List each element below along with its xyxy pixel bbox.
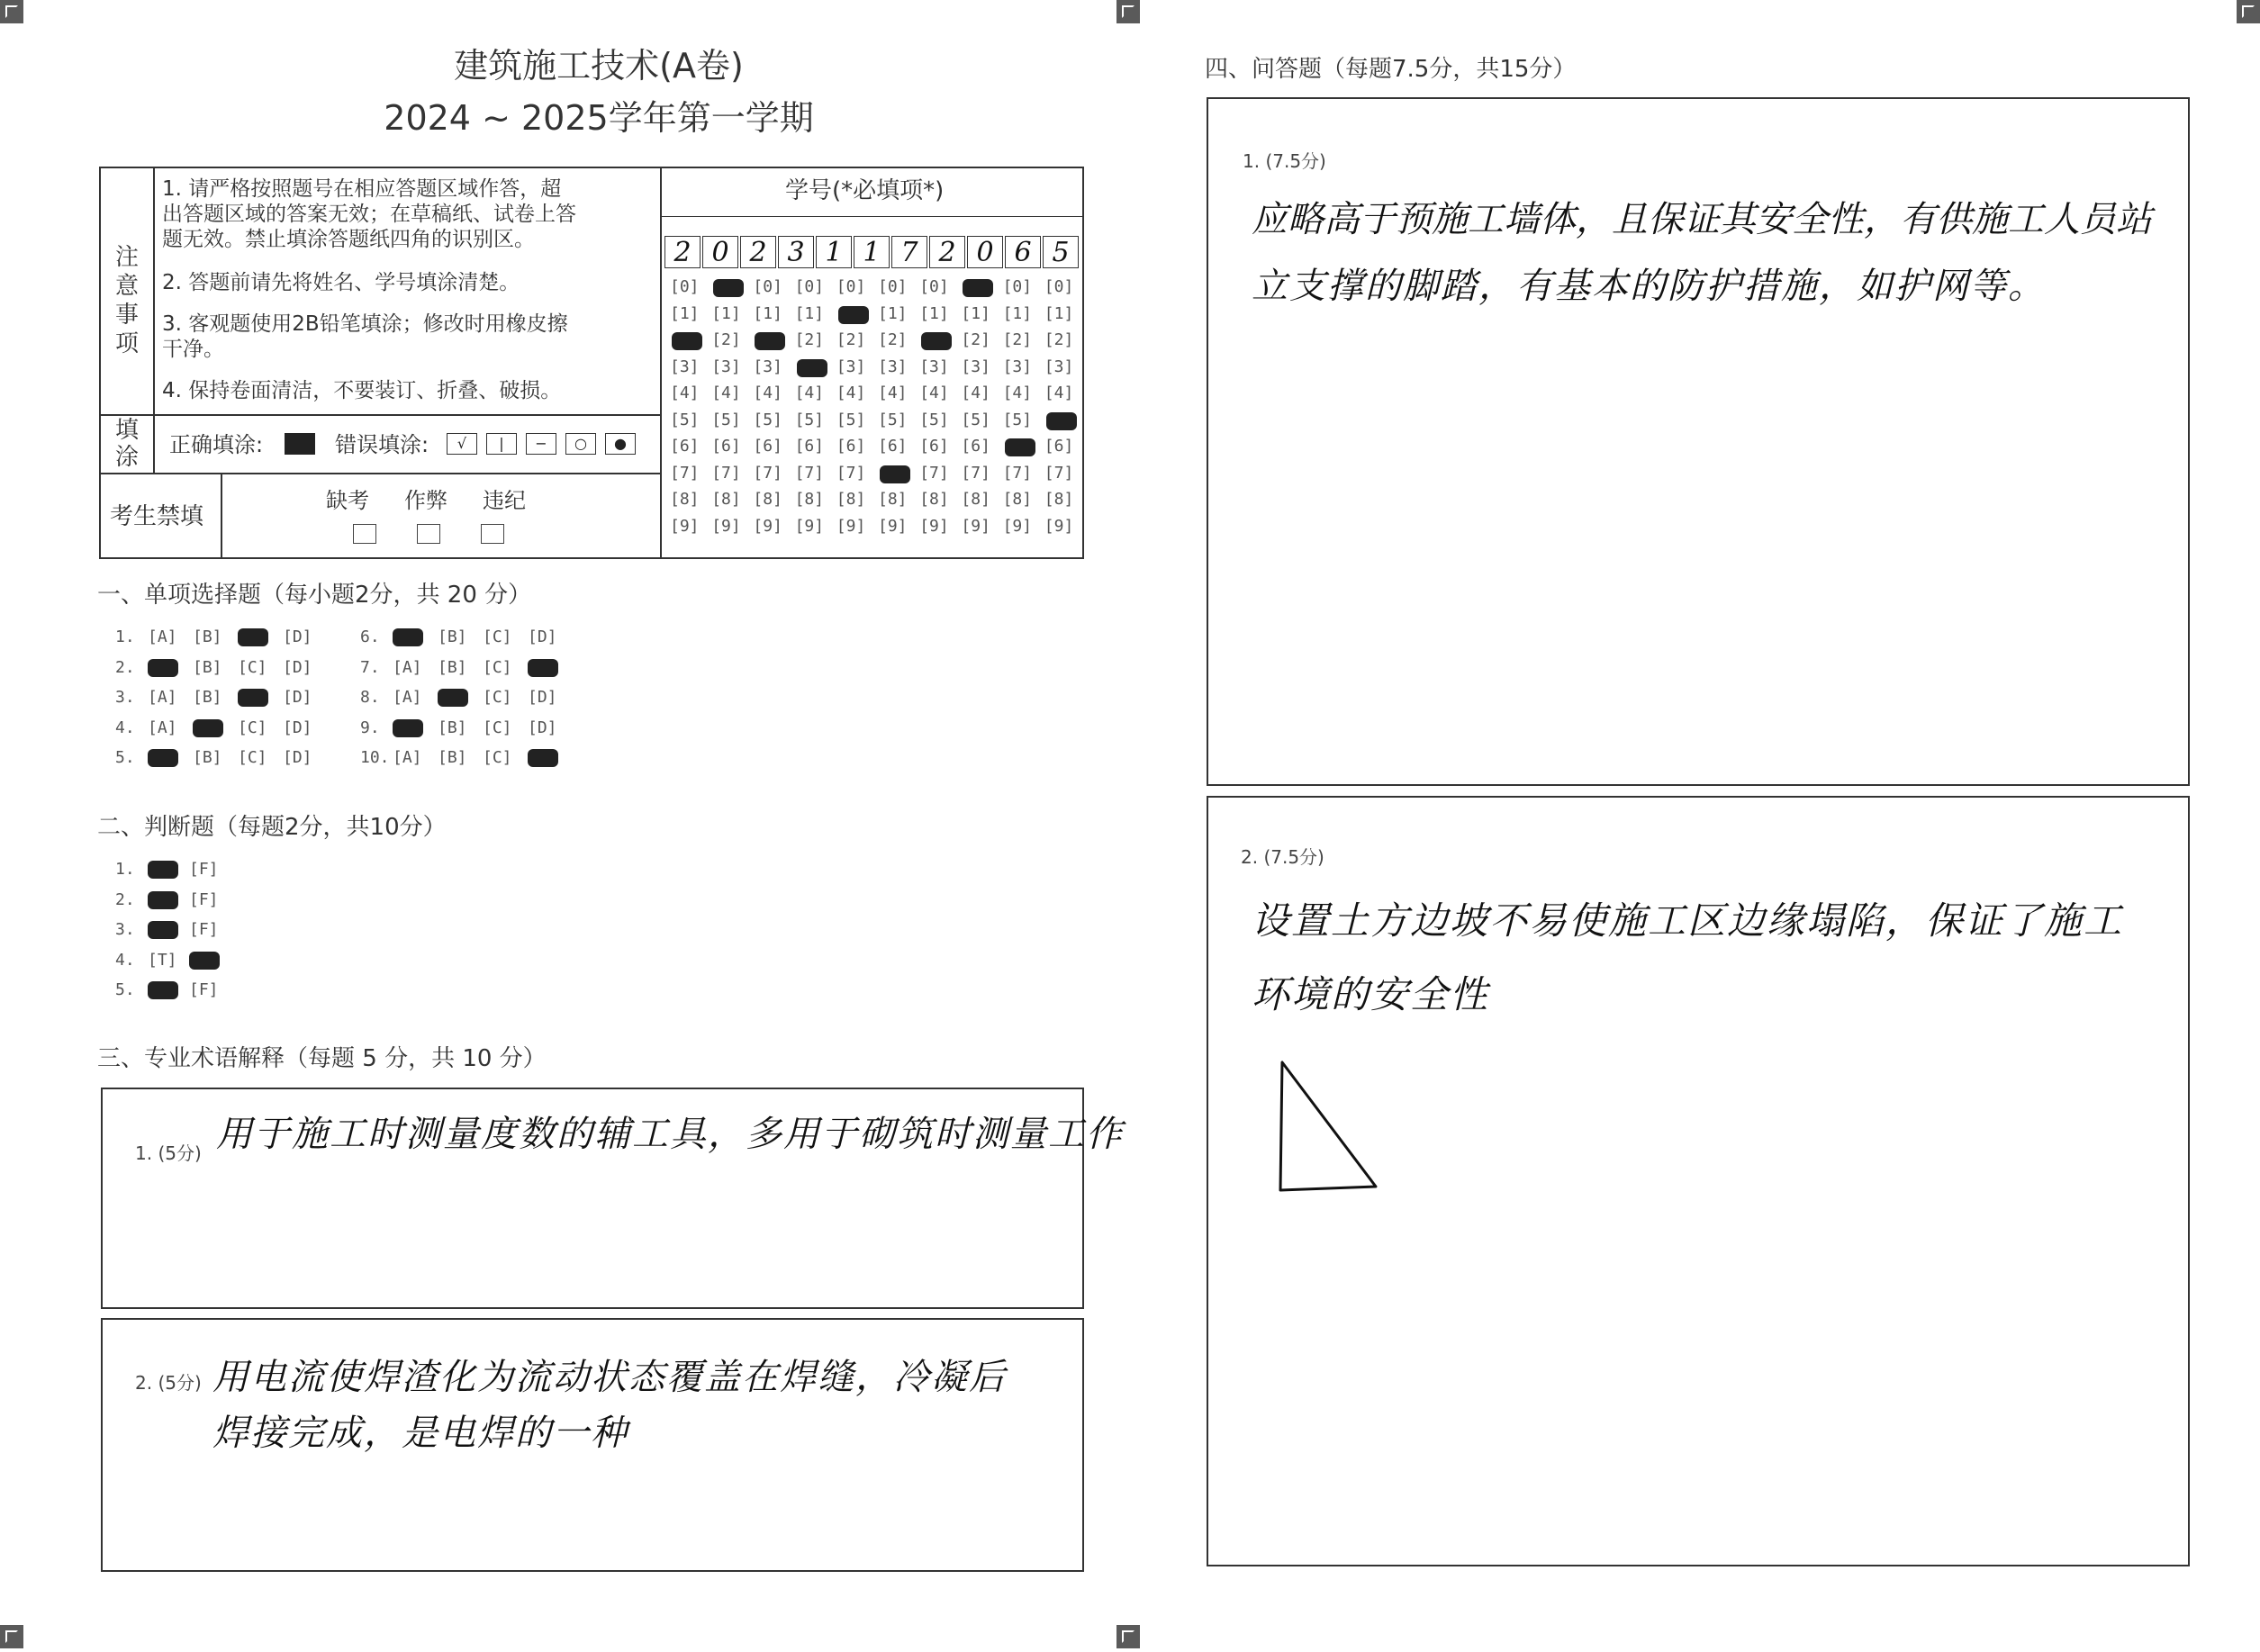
notice-item: 干净。 xyxy=(162,338,224,361)
student-id-bubble[interactable]: [3] xyxy=(961,357,990,376)
student-id-bubble[interactable]: [8] xyxy=(878,490,908,509)
section1-option[interactable]: [B] xyxy=(193,657,222,677)
student-id-bubble[interactable]: [3] xyxy=(836,357,866,376)
section4-q2-label: 2. (7.5分) xyxy=(1241,846,1324,868)
section1-option[interactable]: [D] xyxy=(283,627,312,646)
section3-q2-handwritten-line1: 用电流使焊渣化为流动状态覆盖在焊缝，冷凝后 xyxy=(212,1357,1007,1398)
student-id-bubble[interactable]: [7] xyxy=(670,463,700,483)
section2-question-number: 3. xyxy=(115,920,135,939)
section1-option[interactable]: [C] xyxy=(483,718,512,737)
section4-q1-label: 1. (7.5分) xyxy=(1243,150,1326,172)
notice-item: 3. 客观题使用2B铅笔填涂；修改时用橡皮擦 xyxy=(162,312,568,336)
student-id-bubble[interactable]: [7] xyxy=(919,463,949,483)
student-id-bubble[interactable]: [2] xyxy=(794,330,825,349)
section1-option[interactable]: [C] xyxy=(238,748,267,767)
section1-option[interactable]: [C] xyxy=(238,718,267,737)
student-id-bubble[interactable]: [2] xyxy=(711,330,741,349)
section1-question-number: 2. xyxy=(115,657,135,677)
section1-heading: 一、单项选择题（每小题2分，共 20 分） xyxy=(97,582,532,609)
student-id-bubble[interactable]: [3] xyxy=(919,357,949,376)
student-id-bubble[interactable]: [4] xyxy=(670,384,700,402)
section1-question-number: 6. xyxy=(360,627,380,646)
student-id-bubble[interactable]: [9] xyxy=(670,516,700,536)
student-id-bubble[interactable]: [8] xyxy=(919,490,949,509)
student-id-digit: 3 xyxy=(778,236,814,268)
student-id-bubble[interactable]: [6] xyxy=(836,437,866,456)
section1-option[interactable]: [B] xyxy=(438,718,467,737)
student-id-bubble[interactable]: [6] xyxy=(794,437,825,456)
student-id-bubble[interactable]: [6] xyxy=(878,437,908,456)
student-id-bubble[interactable]: [5] xyxy=(836,410,866,429)
student-id-bubble[interactable]: [3] xyxy=(1044,357,1074,376)
status-violation-checkbox[interactable] xyxy=(481,524,504,544)
notice-item: 4. 保持卷面清洁，不要装订、折叠、破损。 xyxy=(162,379,562,402)
section2-option-filled[interactable] xyxy=(148,921,178,939)
notice-item: 2. 答题前请先将姓名、学号填涂清楚。 xyxy=(162,271,520,294)
section4-heading: 四、问答题（每题7.5分，共15分） xyxy=(1205,56,1577,83)
student-id-bubble-filled[interactable] xyxy=(838,306,869,324)
notice-item: 题无效。禁止填涂答题纸四角的识别区。 xyxy=(162,228,535,251)
section1-option[interactable]: [A] xyxy=(393,657,422,677)
section1-option[interactable]: [D] xyxy=(283,657,312,677)
section1-question-number: 5. xyxy=(115,748,135,767)
exam-status-label: 考生禁填 xyxy=(110,503,204,530)
correct-fill-label: 正确填涂: xyxy=(169,432,264,457)
status-cheat-checkbox[interactable] xyxy=(417,524,440,544)
section1-option[interactable]: [C] xyxy=(238,657,267,677)
student-id-bubble[interactable]: [8] xyxy=(794,490,825,509)
section1-option[interactable]: [A] xyxy=(393,688,422,707)
section4-q2-handwritten-line1: 设置土方边坡不易使施工区边缘塌陷，保证了施工 xyxy=(1252,898,2124,943)
student-id-bubble[interactable]: [8] xyxy=(753,490,782,509)
section1-question-number: 4. xyxy=(115,718,135,737)
section1-option[interactable]: [A] xyxy=(148,688,177,707)
student-id-bubble[interactable]: [5] xyxy=(919,410,949,429)
status-absent-label: 缺考 xyxy=(326,488,369,513)
student-id-bubble[interactable]: [4] xyxy=(794,384,825,402)
section1-question-number: 1. xyxy=(115,627,135,646)
section1-question-number: 8. xyxy=(360,688,380,707)
student-id-bubble-filled[interactable] xyxy=(797,359,827,377)
section1-option[interactable]: [C] xyxy=(483,627,512,646)
student-id-bubble[interactable]: [6] xyxy=(961,437,990,456)
notice-label-char: 项 xyxy=(114,330,139,357)
wrong-fill-sample-bar: | xyxy=(486,433,517,455)
student-id-bubble[interactable]: [8] xyxy=(1002,490,1033,509)
student-id-bubble[interactable]: [5] xyxy=(670,410,700,429)
student-id-bubble[interactable]: [7] xyxy=(711,463,741,483)
wrong-fill-label: 错误填涂: xyxy=(335,432,429,457)
divider-notice-bottom xyxy=(99,414,661,416)
student-id-bubble-filled[interactable] xyxy=(672,332,702,350)
student-id-bubble[interactable]: [4] xyxy=(919,384,949,402)
section4-q2-handwritten-line2: 环境的安全性 xyxy=(1252,972,1490,1016)
student-id-digit: 1 xyxy=(854,236,890,268)
corner-marker-top-left xyxy=(0,0,23,23)
section1-option-filled[interactable] xyxy=(193,719,223,737)
student-id-bubble[interactable]: [0] xyxy=(670,277,700,296)
section1-question-number: 9. xyxy=(360,718,380,737)
fill-label-char: 涂 xyxy=(114,444,139,471)
section1-option[interactable]: [B] xyxy=(193,748,222,767)
corner-marker-top-right xyxy=(2237,0,2260,23)
divider-vertical-main xyxy=(660,167,662,559)
student-id-header: 学号(*必填项*) xyxy=(785,177,945,204)
section2-question-number: 2. xyxy=(115,889,135,909)
student-id-digit: 0 xyxy=(967,236,1003,268)
section2-question-number: 4. xyxy=(115,950,135,970)
section4-q2-triangle-sketch xyxy=(1270,1053,1387,1197)
student-id-bubble[interactable]: [9] xyxy=(919,516,949,536)
student-id-bubble[interactable]: [9] xyxy=(961,516,990,536)
section1-option[interactable]: [A] xyxy=(148,627,177,646)
student-id-bubble[interactable]: [6] xyxy=(670,437,700,456)
section4-q1-handwritten-line2: 立支撑的脚踏，有基本的防护措施，如护网等。 xyxy=(1252,266,2046,307)
divider-label-column xyxy=(153,167,155,473)
section1-option[interactable]: [C] xyxy=(483,748,512,767)
student-id-bubble-filled[interactable] xyxy=(1046,412,1077,430)
student-id-bubble[interactable]: [2] xyxy=(878,330,908,349)
section1-option[interactable]: [D] xyxy=(528,627,557,646)
section1-option-filled[interactable] xyxy=(148,749,178,767)
student-id-bubble[interactable]: [4] xyxy=(961,384,990,402)
student-id-bubble[interactable]: [6] xyxy=(919,437,949,456)
student-id-bubble[interactable]: [4] xyxy=(1044,384,1074,402)
student-id-bubble[interactable]: [4] xyxy=(878,384,908,402)
fill-label-char: 填 xyxy=(114,417,139,444)
section1-option-filled[interactable] xyxy=(438,689,468,707)
student-id-digit: 0 xyxy=(702,236,738,268)
student-id-bubble[interactable]: [3] xyxy=(670,357,700,376)
student-id-bubble[interactable]: [7] xyxy=(1044,463,1074,483)
wrong-fill-sample-check: √ xyxy=(447,433,477,455)
student-id-bubble[interactable]: [7] xyxy=(753,463,782,483)
student-id-bubble[interactable]: [7] xyxy=(961,463,990,483)
section1-option[interactable]: [D] xyxy=(283,748,312,767)
section2-question-number: 5. xyxy=(115,980,135,999)
student-id-bubble[interactable]: [8] xyxy=(961,490,990,509)
student-id-bubble[interactable]: [8] xyxy=(711,490,741,509)
student-id-bubble[interactable]: [1] xyxy=(961,303,990,323)
student-id-digit: 6 xyxy=(1005,236,1041,268)
student-id-bubble[interactable]: [6] xyxy=(753,437,782,456)
student-id-bubble[interactable]: [3] xyxy=(753,357,782,376)
student-id-bubble[interactable]: [9] xyxy=(753,516,782,536)
student-id-bubble-filled[interactable] xyxy=(713,279,744,297)
corner-marker-bottom-center xyxy=(1116,1625,1140,1648)
section3-q1-label: 1. (5分) xyxy=(135,1142,202,1164)
student-id-bubble[interactable]: [3] xyxy=(711,357,741,376)
student-id-bubble[interactable]: [0] xyxy=(794,277,825,296)
student-id-bubble[interactable]: [1] xyxy=(711,303,741,323)
section1-option[interactable]: [D] xyxy=(528,688,557,707)
section1-option[interactable]: [B] xyxy=(193,688,222,707)
status-violation-label: 违纪 xyxy=(483,488,526,513)
divider-fill-bottom xyxy=(99,473,661,474)
student-id-bubble[interactable]: [0] xyxy=(919,277,949,296)
student-id-bubble[interactable]: [8] xyxy=(836,490,866,509)
notice-item: 出答题区域的答案无效；在草稿纸、试卷上答 xyxy=(162,203,576,226)
student-id-bubble[interactable]: [1] xyxy=(1002,303,1033,323)
section1-option[interactable]: [C] xyxy=(483,688,512,707)
section1-option-filled[interactable] xyxy=(238,689,268,707)
section2-option-filled[interactable] xyxy=(189,952,220,970)
notice-label-char: 事 xyxy=(114,302,139,329)
student-id-bubble[interactable]: [5] xyxy=(711,410,741,429)
student-id-bubble[interactable]: [5] xyxy=(1002,410,1033,429)
section3-q1-handwritten-answer: 用于施工时测量度数的辅工具，多用于砌筑时测量工作 xyxy=(216,1114,1124,1155)
section1-option-filled[interactable] xyxy=(528,749,558,767)
section1-option-filled[interactable] xyxy=(393,628,423,646)
student-id-bubble-filled[interactable] xyxy=(963,279,993,297)
student-id-bubble[interactable]: [2] xyxy=(1002,330,1033,349)
student-id-bubble[interactable]: [1] xyxy=(919,303,949,323)
notice-item: 1. 请严格按照题号在相应答题区域作答，超 xyxy=(162,177,562,201)
section1-option[interactable]: [B] xyxy=(438,627,467,646)
section1-option-filled[interactable] xyxy=(238,628,268,646)
student-id-bubble[interactable]: [2] xyxy=(836,330,866,349)
student-id-bubble[interactable]: [1] xyxy=(794,303,825,323)
section2-option-filled[interactable] xyxy=(148,861,178,879)
correct-fill-sample xyxy=(285,433,315,455)
student-id-bubble[interactable]: [9] xyxy=(1044,516,1074,536)
student-id-bubble[interactable]: [3] xyxy=(1002,357,1033,376)
student-id-bubble[interactable]: [1] xyxy=(753,303,782,323)
section1-option[interactable]: [B] xyxy=(438,657,467,677)
status-cheat-label: 作弊 xyxy=(404,488,447,513)
section2-question-number: 1. xyxy=(115,860,135,879)
student-id-bubble[interactable]: [1] xyxy=(670,303,700,323)
student-id-bubble[interactable]: [6] xyxy=(1044,437,1074,456)
wrong-fill-sample-circle: ○ xyxy=(565,433,596,455)
section1-option[interactable]: [D] xyxy=(283,718,312,737)
section1-option-filled[interactable] xyxy=(528,659,558,677)
student-id-bubble[interactable]: [2] xyxy=(1044,330,1074,349)
student-id-bubble-filled[interactable] xyxy=(755,332,785,350)
student-id-bubble[interactable]: [9] xyxy=(794,516,825,536)
section1-option[interactable]: [D] xyxy=(283,688,312,707)
section2-option-filled[interactable] xyxy=(148,891,178,909)
student-id-bubble-filled[interactable] xyxy=(1005,438,1035,456)
wrong-fill-sample-dot: ● xyxy=(605,433,636,455)
section1-question-number: 7. xyxy=(360,657,380,677)
section2-option[interactable]: [F] xyxy=(189,860,219,879)
student-id-bubble[interactable]: [7] xyxy=(836,463,866,483)
notice-label-char: 注 xyxy=(114,244,139,271)
section3-q2-label: 2. (5分) xyxy=(135,1372,202,1394)
section3-q2-handwritten-line2: 焊接完成，是电焊的一种 xyxy=(212,1413,628,1454)
student-id-bubble[interactable]: [9] xyxy=(711,516,741,536)
divider-id-header xyxy=(661,216,1084,217)
student-id-bubble[interactable]: [3] xyxy=(878,357,908,376)
student-id-digit: 1 xyxy=(816,236,852,268)
student-id-bubble[interactable]: [7] xyxy=(1002,463,1033,483)
student-id-bubble-filled[interactable] xyxy=(880,465,910,483)
student-id-digit: 5 xyxy=(1043,236,1079,268)
student-id-bubble[interactable]: [8] xyxy=(670,490,700,509)
section2-option[interactable]: [T] xyxy=(148,950,177,970)
student-id-bubble[interactable]: [6] xyxy=(711,437,741,456)
section1-option-filled[interactable] xyxy=(148,659,178,677)
student-id-bubble[interactable]: [9] xyxy=(836,516,866,536)
student-id-digit: 7 xyxy=(891,236,927,268)
student-id-bubble-filled[interactable] xyxy=(921,332,952,350)
student-id-bubble[interactable]: [5] xyxy=(878,410,908,429)
section2-option[interactable]: [F] xyxy=(189,889,219,909)
student-id-bubble[interactable]: [5] xyxy=(794,410,825,429)
section4-q1-handwritten-line1: 应略高于预施工墙体，且保证其安全性，有供施工人员站 xyxy=(1252,199,2152,240)
status-absent-checkbox[interactable] xyxy=(353,524,376,544)
section1-option[interactable]: [A] xyxy=(148,718,177,737)
wrong-fill-sample-dash: − xyxy=(526,433,556,455)
student-id-bubble[interactable]: [7] xyxy=(794,463,825,483)
student-id-digit: 2 xyxy=(664,236,701,268)
student-id-bubble[interactable]: [5] xyxy=(961,410,990,429)
section1-option[interactable]: [A] xyxy=(393,748,422,767)
section2-option-filled[interactable] xyxy=(148,981,178,999)
student-id-bubble[interactable]: [9] xyxy=(1002,516,1033,536)
student-id-bubble[interactable]: [0] xyxy=(753,277,782,296)
student-id-digit: 2 xyxy=(740,236,776,268)
student-id-bubble[interactable]: [4] xyxy=(711,384,741,402)
student-id-bubble[interactable]: [0] xyxy=(1044,277,1074,296)
section1-option-filled[interactable] xyxy=(393,719,423,737)
section1-option[interactable]: [B] xyxy=(438,748,467,767)
student-id-bubble[interactable]: [4] xyxy=(1002,384,1033,402)
student-id-bubble[interactable]: [4] xyxy=(836,384,866,402)
student-id-bubble[interactable]: [0] xyxy=(836,277,866,296)
student-id-bubble[interactable]: [8] xyxy=(1044,490,1074,509)
notice-label-char: 意 xyxy=(114,273,139,300)
section2-option[interactable]: [F] xyxy=(189,980,219,999)
corner-marker-top-center xyxy=(1116,0,1140,23)
exam-term: 2024 ~ 2025学年第一学期 xyxy=(384,98,814,138)
student-id-bubble[interactable]: [4] xyxy=(753,384,782,402)
exam-title: 建筑施工技术(A卷) xyxy=(454,46,744,86)
section1-option[interactable]: [B] xyxy=(193,627,222,646)
section1-question-number: 10. xyxy=(360,748,390,767)
divider-status-label xyxy=(221,473,222,559)
section1-option[interactable]: [D] xyxy=(528,718,557,737)
student-id-bubble[interactable]: [5] xyxy=(753,410,782,429)
student-id-bubble[interactable]: [0] xyxy=(1002,277,1033,296)
student-id-bubble[interactable]: [1] xyxy=(878,303,908,323)
corner-marker-bottom-left xyxy=(0,1625,23,1648)
student-id-bubble[interactable]: [2] xyxy=(961,330,990,349)
student-id-bubble[interactable]: [0] xyxy=(878,277,908,296)
section1-option[interactable]: [C] xyxy=(483,657,512,677)
section2-heading: 二、判断题（每题2分，共10分） xyxy=(97,814,447,841)
student-id-bubble[interactable]: [9] xyxy=(878,516,908,536)
student-id-bubble[interactable]: [1] xyxy=(1044,303,1074,323)
section1-question-number: 3. xyxy=(115,688,135,707)
section3-heading: 三、专业术语解释（每题 5 分，共 10 分） xyxy=(97,1045,547,1072)
student-id-digit: 2 xyxy=(929,236,965,268)
section2-option[interactable]: [F] xyxy=(189,920,219,939)
